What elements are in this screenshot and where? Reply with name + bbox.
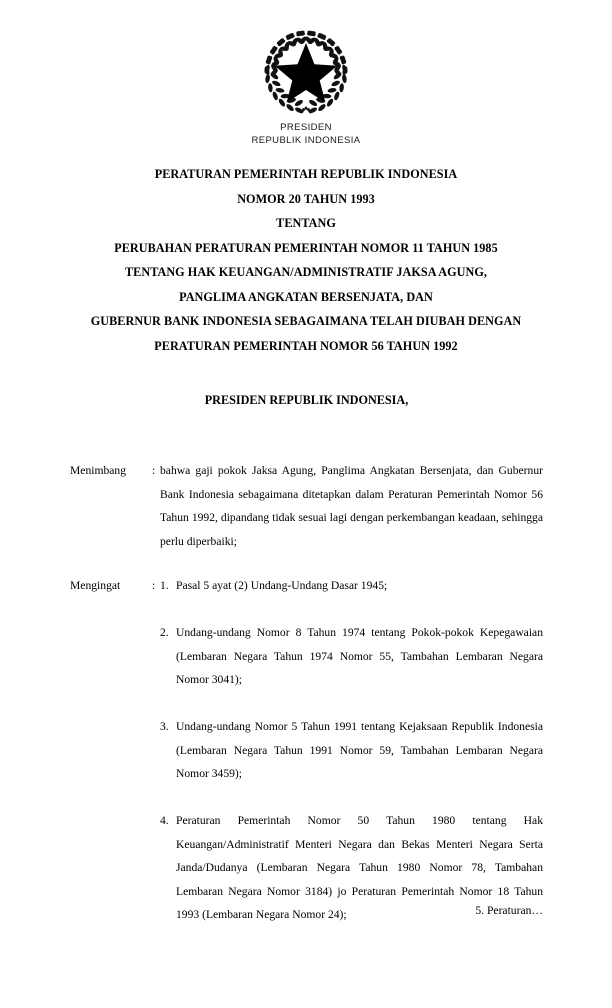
- title-line-5: TENTANG HAK KEUANGAN/ADMINISTRATIF JAKSA AGUNG,: [124, 265, 488, 279]
- letterhead-caption-line2: REPUBLIK INDONESIA: [251, 134, 361, 146]
- list-item-text: Pasal 5 ayat (2) Undang-Undang Dasar 1945;: [176, 579, 388, 592]
- title-line-7: GUBERNUR BANK INDONESIA SEBAGAIMANA TELAH DIUBAH DENGAN: [90, 314, 522, 328]
- list-item-text: Peraturan Pemerintah Nomor 50 Tahun 1980 tentang Hak Keuangan/Administratif Menteri Negara dan Bekas Menteri Negara Serta Janda/Dudanya (Lembaran Negara Tahun 1980 Nomor 78, Tambahan Lembaran Negara Nomor 3184) jo Peraturan Pemerintah Nomor 18 Tahun 1993 (Lembaran Negara Nomor 24);: [176, 814, 543, 921]
- title-line-1: PERATURAN PEMERINTAH REPUBLIK INDONESIA: [154, 167, 458, 181]
- list-item-number: 4.: [160, 814, 169, 827]
- clause-mengingat-colon: :: [152, 579, 156, 592]
- list-item: [160, 715, 543, 786]
- list-item-number: 1.: [160, 579, 169, 592]
- letterhead-caption-line1: PRESIDEN: [280, 122, 332, 133]
- document-title: [46, 162, 566, 358]
- title-line-6: PANGLIMA ANGKATAN BERSENJATA, DAN: [179, 289, 433, 304]
- list-item: [160, 574, 543, 598]
- clause-menimbang-label: Menimbang: [70, 464, 127, 477]
- list-item: [160, 621, 543, 692]
- clause-mengingat-body: [160, 574, 543, 927]
- letterhead-caption: [0, 122, 612, 147]
- enacting-authority: PRESIDEN REPUBLIK INDONESIA,: [204, 393, 409, 407]
- list-item-text: Undang-undang Nomor 8 Tahun 1974 tentang Pokok-pokok Kepegawaian (Lembaran Negara Tahun 1974 Nomor 55, Tambahan Lembaran Negara Nomor 3041);: [176, 626, 543, 686]
- clause-mengingat-label: Mengingat: [70, 579, 121, 592]
- clause-menimbang: [70, 459, 543, 553]
- clause-mengingat: [70, 574, 543, 927]
- list-item-number: 2.: [160, 626, 169, 639]
- title-line-2: NOMOR 20 TAHUN 1993: [237, 191, 375, 206]
- clause-menimbang-text: bahwa gaji pokok Jaksa Agung, Panglima Angkatan Bersenjata, dan Gubernur Bank Indonesia sebagaimana ditetapkan dalam Peraturan Pemerintah Nomor 56 Tahun 1992, dipandang tidak sesuai lagi dengan perkembangan keadaan, sehingga perlu diperbaiki;: [160, 464, 543, 548]
- letterhead: [0, 26, 612, 147]
- list-item-text: Undang-undang Nomor 5 Tahun 1991 tentang Kejaksaan Republik Indonesia (Lembaran Negara Tahun 1991 Nomor 59, Tambahan Lembaran Negara Nomor 3459);: [176, 720, 543, 780]
- garuda-star-wreath-emblem-icon: [260, 26, 352, 118]
- legal-basis-list: [160, 574, 543, 927]
- title-line-3: TENTANG: [276, 216, 336, 230]
- title-line-4: PERUBAHAN PERATURAN PEMERINTAH NOMOR 11 TAHUN 1985: [114, 240, 498, 255]
- title-line-8: PERATURAN PEMERINTAH NOMOR 56 TAHUN 1992: [154, 338, 458, 353]
- list-item-number: 3.: [160, 720, 169, 733]
- clause-menimbang-body: [160, 459, 543, 553]
- page-catchword: 5. Peraturan…: [475, 904, 543, 917]
- clause-menimbang-colon: :: [152, 464, 156, 477]
